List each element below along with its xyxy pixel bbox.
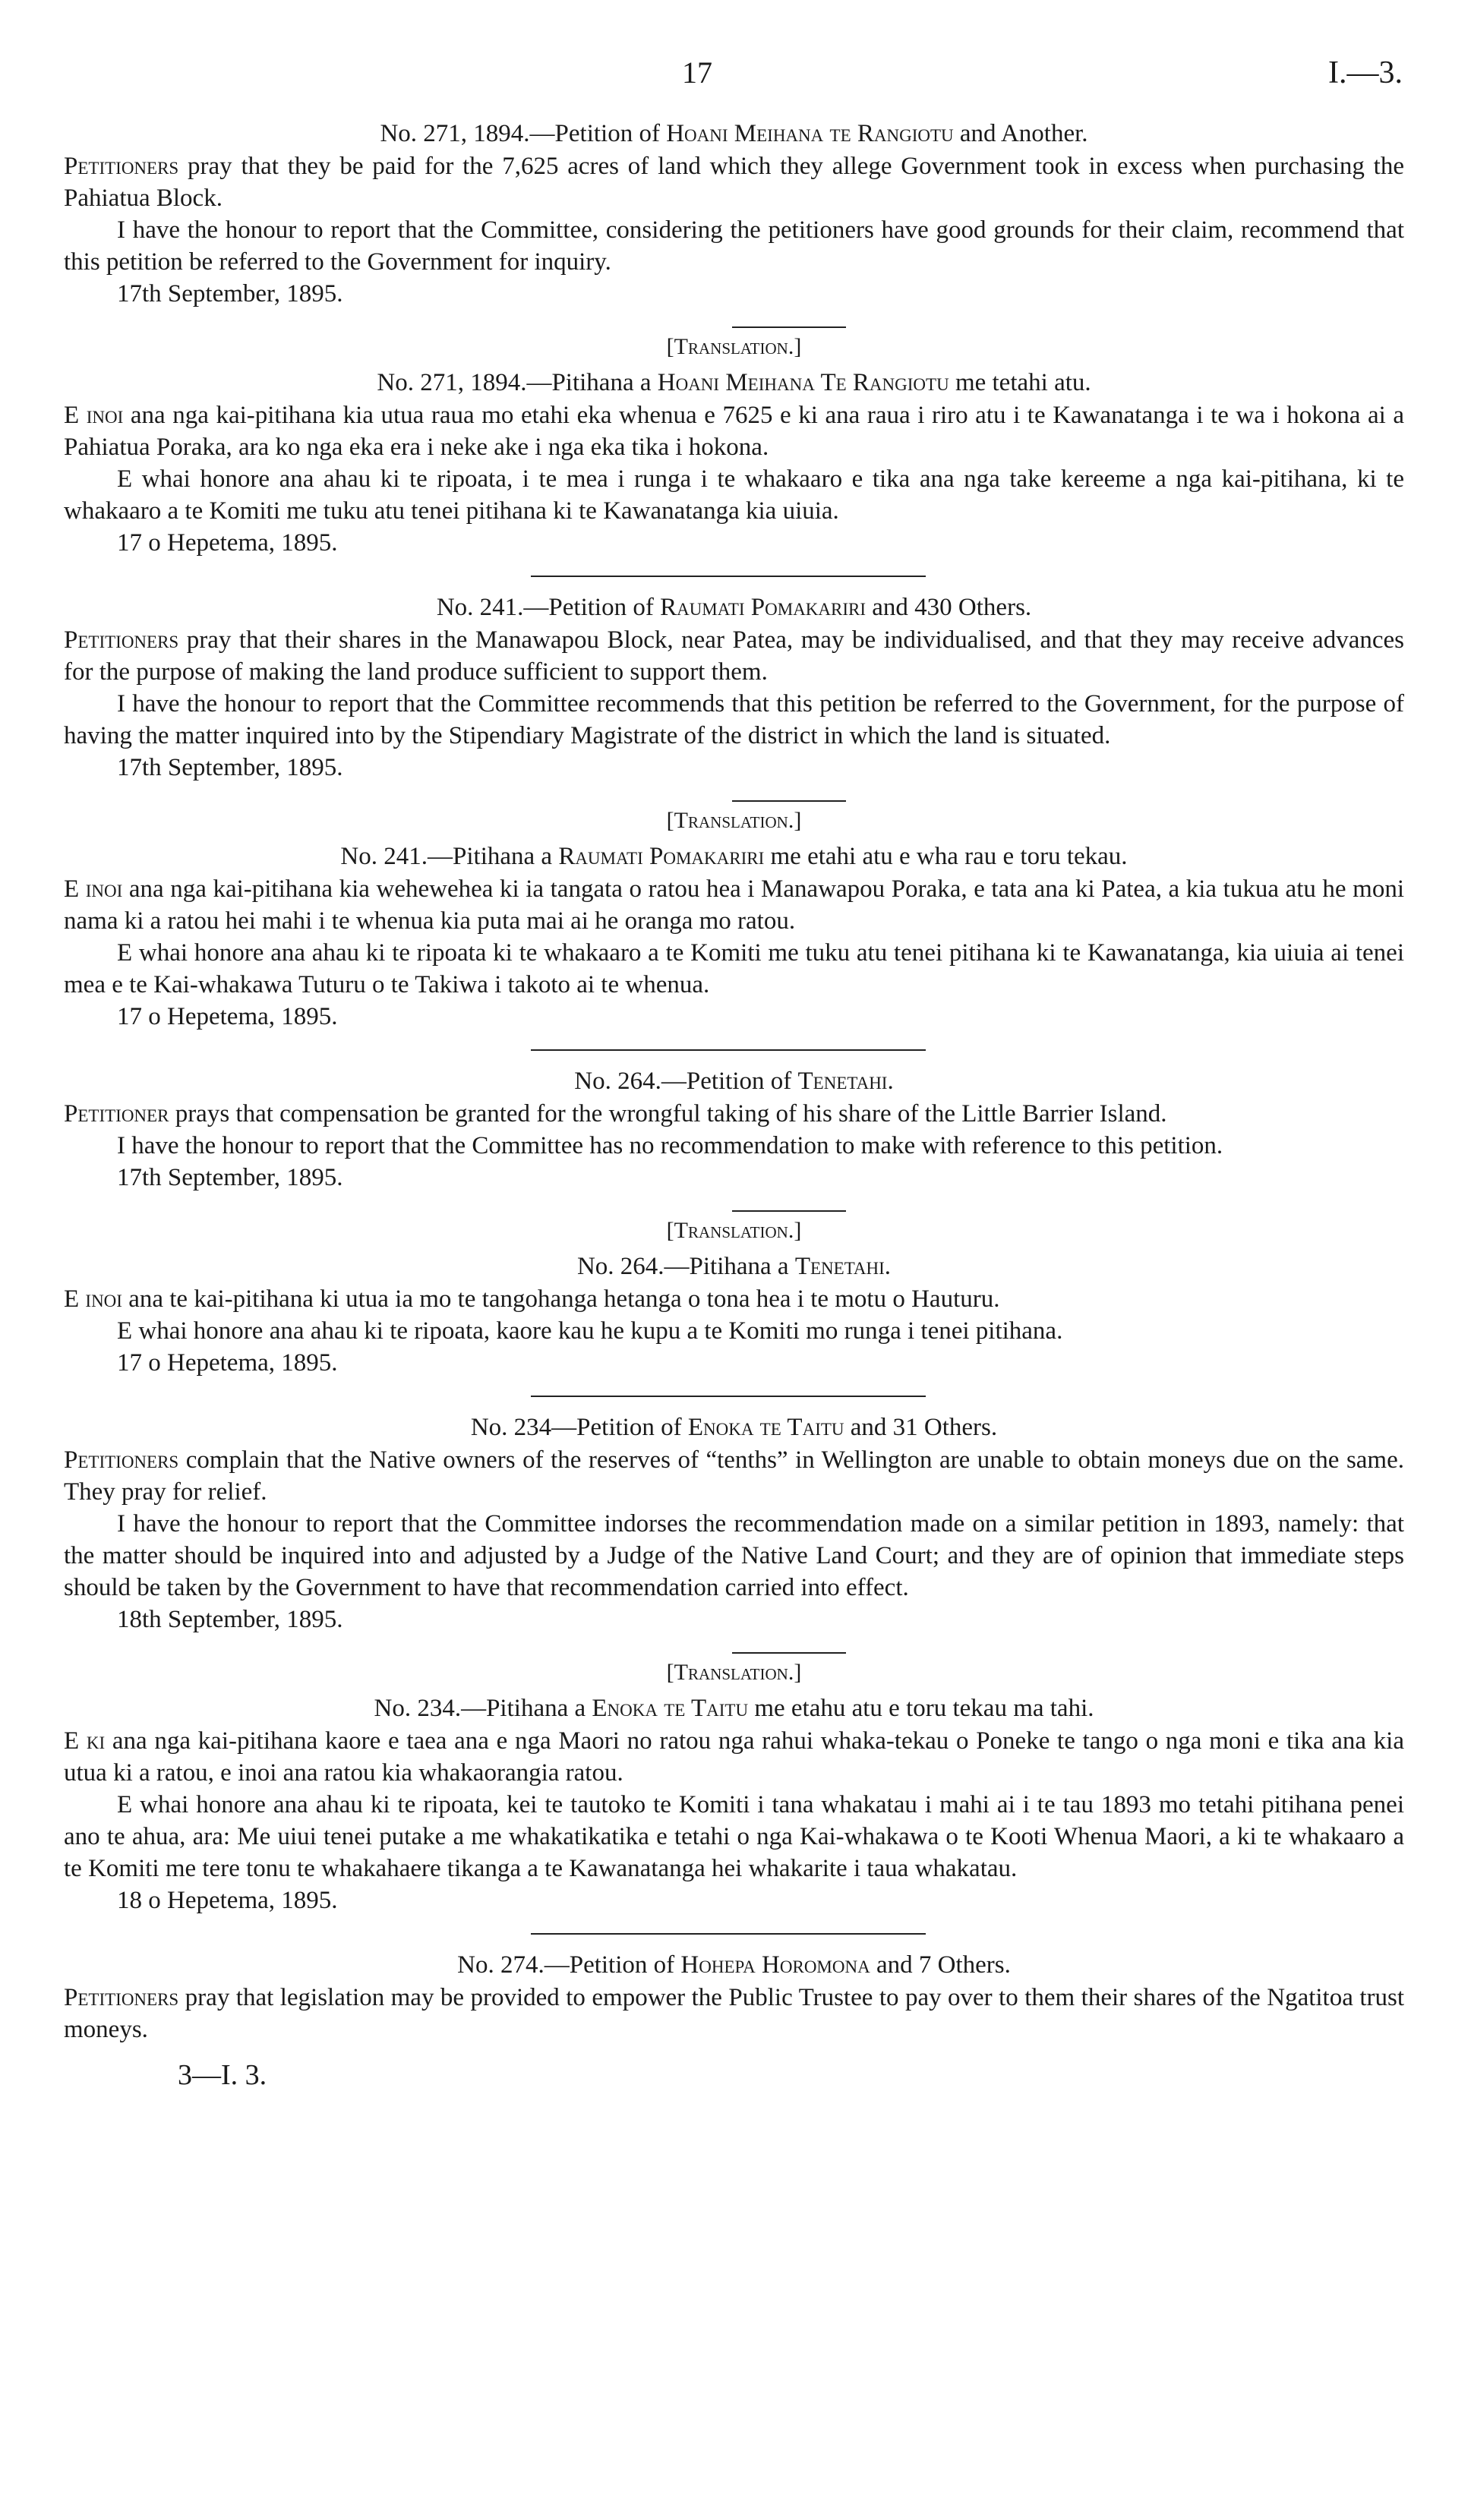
translation-prayer: E inoi ana nga kai-pitihana kia utua raua mo etahi eka whenua e 7625 e ki ana raua i riro atu i te Kawanatanga i te wa i hokona ai a Pahiatua Poraka, ara ko nga eka era i neke ake i nga eka tika i hokona. [64,402,1405,461]
section-divider [531,1933,926,1935]
short-divider [732,1210,846,1212]
petition-title: No. 264.—Petition of Tenetahi. [574,1068,894,1095]
petition-264 [64,1064,1404,1397]
translation-label: [Translation.] [666,334,802,359]
petition-271 [64,117,1404,577]
translation-date: 17 o Hepetema, 1895. [117,1349,338,1377]
translation-date: 18 o Hepetema, 1895. [117,1887,338,1914]
translation-title: No. 241.—Pitihana a Raumati Pomakariri me etahi atu e wha rau e toru tekau. [340,843,1128,870]
report-date: 17th September, 1895. [117,280,343,308]
petition-title: No. 274.—Petition of Hohepa Horomona and 7 Others. [457,1951,1011,1979]
translation-report: E whai honore ana ahau ki te ripoata, kaore kau he kupu a te Komiti mo runga i tenei pitihana. [117,1317,1063,1345]
translation-title: No. 271, 1894.—Pitihana a Hoani Meihana Te Rangiotu me tetahi atu. [377,369,1091,396]
short-divider [732,1652,846,1654]
short-divider [732,800,846,802]
document-body [64,112,1404,2093]
translation-date: 17 o Hepetema, 1895. [117,1003,338,1030]
committee-report: I have the honour to report that the Committee recommends that this petition be referred to the Government, for the purpose of having the matter inquired into by the Stipendiary Magistrate of the district in which the land is situated. [64,690,1404,749]
document-reference: I.—3. [1328,55,1403,90]
petition-title: No. 234—Petition of Enoka te Taitu and 31 Others. [470,1414,998,1441]
petition-prayer: Petitioner prays that compensation be granted for the wrongful taking of his share of the Little Barrier Island. [64,1100,1167,1128]
translation-prayer: E inoi ana nga kai-pitihana kia wehewehea ki ia tangata o ratou hea i Manawapou Poraka, e tata ana ki Patea, a kia tukua atu he moni nama ki a ratou hei mahi i te whenua kia puta mai ai he oranga mo ratou. [64,875,1404,935]
sheet-reference: 3—I. 3. [178,2059,267,2091]
translation-prayer: E ki ana nga kai-pitihana kaore e taea ana e nga Maori no ratou nga rahui whaka-tekau o Poneke te tango o nga moni e tika ana kia utua ki a ratou, e inoi ana ratou kia whakaorangia ratou. [64,1727,1405,1787]
petition-prayer: Petitioners complain that the Native owners of the reserves of “tenths” in Wellington are unable to obtain moneys due on the same. They pray for relief. [64,1446,1404,1506]
translation-title: No. 264.—Pitihana a Tenetahi. [576,1253,892,1280]
report-date: 18th September, 1895. [117,1606,343,1633]
translation-label: [Translation.] [666,808,802,833]
petition-title: No. 241.—Petition of Raumati Pomakariri and 430 Others. [436,594,1032,621]
report-date: 17th September, 1895. [117,754,343,781]
petition-prayer: Petitioners pray that legislation may be provided to empower the Public Trustee to pay over to them their shares of the Ngatitoa trust moneys. [64,1984,1404,2043]
petition-title: No. 271, 1894.—Petition of Hoani Meihana te Rangiotu and Another. [380,120,1088,147]
page-header [0,55,1471,100]
committee-report: I have the honour to report that the Committee has no recommendation to make with reference to this petition. [117,1132,1223,1159]
translation-report: E whai honore ana ahau ki te ripoata, kei te tautoko te Komiti i tana whakatau i mahi ai i te tau 1893 mo tetahi pitihana penei ano te ahua, ara: Me uiui tenei putake a me whakatikatika e tetahi o nga Kai-whakawa o te Kooti Whenua Maori, a ki te whakaaro a te Komiti me tere tonu te whakahaere tikanga a te Kawanatanga hei whakarite i taua whakatau. [64,1791,1404,1882]
translation-prayer: E inoi ana te kai-pitihana ki utua ia mo te tangohanga hetanga o tona hea i te motu o Hauturu. [64,1285,1000,1313]
petition-prayer: Petitioners pray that their shares in the Manawapou Block, near Patea, may be individualised, and that they may receive advances for the purpose of making the land produce sufficient to support them. [64,626,1404,686]
section-divider [531,1396,926,1397]
translation-label: [Translation.] [666,1660,802,1685]
committee-report: I have the honour to report that the Committee, considering the petitioners have good grounds for their claim, recommend that this petition be referred to the Government for inquiry. [64,216,1404,276]
petition-241 [64,591,1404,1051]
short-divider [732,326,846,328]
translation-report: E whai honore ana ahau ki te ripoata, i te mea i runga i te whakaaro e tika ana nga take kereeme a nga kai-pitihana, ki te whakaaro a te Komiti me tuku atu tenei pitihana ki te Kawanatanga kia uiuia. [64,465,1404,525]
page-number: 17 [682,55,712,90]
translation-label: [Translation.] [666,1218,802,1243]
section-divider [531,576,926,577]
petition-274 [64,1948,1404,2045]
translation-title: No. 234.—Pitihana a Enoka te Taitu me etahu atu e toru tekau ma tahi. [374,1695,1094,1722]
report-date: 17th September, 1895. [117,1164,343,1191]
translation-report: E whai honore ana ahau ki te ripoata ki te whakaaro a te Komiti me tuku atu tenei pitihana ki te Kawanatanga, kia uiuia ai tenei mea e te Kai-whakawa Tuturu o te Takiwa i takoto ai te whenua. [64,939,1404,998]
section-divider [531,1049,926,1051]
petition-prayer: Petitioners pray that they be paid for the 7,625 acres of land which they allege Government took in excess when purchasing the Pahiatua Block. [64,153,1404,212]
committee-report: I have the honour to report that the Committee indorses the recommendation made on a similar petition in 1893, namely: that the matter should be inquired into and adjusted by a Judge of the Native Land Court; and they are of opinion that immediate steps should be taken by the Government to have that recommendation carried into effect. [64,1510,1404,1601]
translation-date: 17 o Hepetema, 1895. [117,529,338,557]
petition-234 [64,1411,1404,1935]
